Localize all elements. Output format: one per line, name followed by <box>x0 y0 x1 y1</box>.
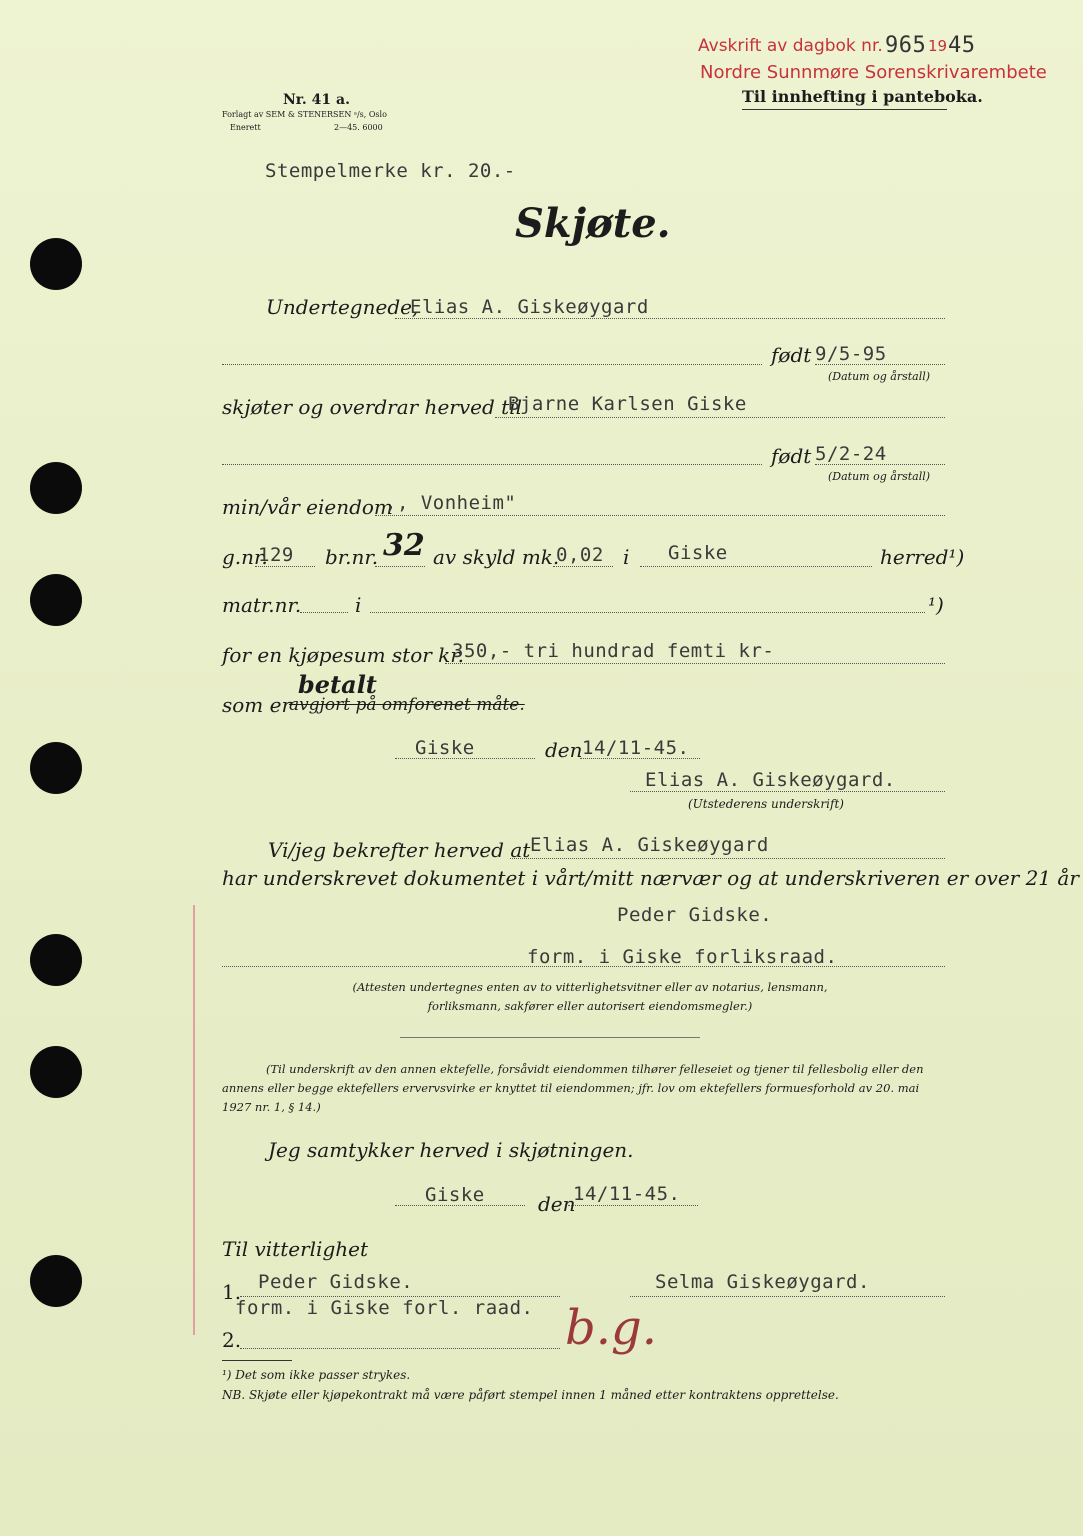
skyld-label: av skyld mk. <box>433 545 560 569</box>
herred-value: Giske <box>668 542 728 564</box>
document-title: Skjøte. <box>515 200 671 247</box>
buyer-born-date: 5/2-24 <box>815 443 887 465</box>
den-2: den <box>538 1192 576 1216</box>
den-1: den <box>545 738 583 762</box>
punch-hole <box>30 1046 82 1098</box>
vitterlighet-label: Til vitterlighet <box>222 1237 369 1261</box>
stamp-year: 45 <box>948 33 976 58</box>
seller-name: Elias A. Giskeøygard <box>410 296 649 318</box>
stamp-line-2: Nordre Sunnmøre Sorenskrivarembete <box>700 62 1047 83</box>
handwritten-initials: b.g. <box>565 1300 657 1356</box>
consent-text: Jeg samtykker herved i skjøtningen. <box>268 1138 634 1162</box>
witness-1-name: Peder Gidske. <box>258 1271 414 1293</box>
property-name: ,, Vonheim" <box>385 492 517 514</box>
witness-number-1: 1. <box>222 1280 242 1304</box>
attest-witness-title: form. i Giske forliksraad. <box>527 946 838 968</box>
publisher-enerett: Enerett <box>230 123 261 132</box>
punch-hole <box>30 462 82 514</box>
buyer-name: Bjarne Karlsen Giske <box>508 393 747 415</box>
seller-label: Undertegnede, <box>266 295 419 319</box>
skyld-i: i <box>623 545 630 569</box>
price-amount: 350,- tri hundrad femti kr- <box>452 640 775 662</box>
seller-born-label: født <box>771 343 812 367</box>
stamp-duty: Stempelmerke kr. 20.- <box>265 160 516 182</box>
attest-note: (Attesten undertegnes enten av to vitterlighetsvitner eller av notarius, lensmann, forliksmann, sakfører eller autorisert eiendomsmegler.) <box>352 980 828 1013</box>
punch-hole <box>30 742 82 794</box>
matr-i: i <box>355 593 362 617</box>
print-code: 2—45. 6000 <box>334 123 383 132</box>
herred-label: herred¹) <box>880 545 965 569</box>
place-2: Giske <box>425 1184 485 1206</box>
bnr-label: br.nr. <box>325 545 379 569</box>
buyer-label: skjøter og overdrar herved til <box>222 395 522 419</box>
skyld-value: 0,02 <box>556 544 604 566</box>
witness-number-2: 2. <box>222 1328 242 1352</box>
punch-hole <box>30 1255 82 1307</box>
spouse-note: (Til underskrift av den annen ektefelle, forsåvidt eiendommen tilhører felleseiet og tjener til fellesbolig eller den annens eller begge ektefellers ervervsvirke er knyttet til eiendommen; jfr. lov om ektefellers formuesforhold av 20. mai 1927 nr. 1, § 14.) <box>222 1062 924 1114</box>
witness-1-title: form. i Giske forl. raad. <box>235 1297 534 1319</box>
property-label: min/vår eiendom <box>222 495 393 519</box>
attest-label: Vi/jeg bekrefter herved at <box>268 838 531 862</box>
punch-hole <box>30 574 82 626</box>
matr-label: matr.nr. <box>222 593 302 617</box>
attest-name: Elias A. Giskeøygard <box>530 834 769 856</box>
paid-struck-text: avgjort på omforenet måte. <box>289 695 525 715</box>
seller-born-date: 9/5-95 <box>815 343 887 365</box>
buyer-born-hint: (Datum og årstall) <box>828 470 931 483</box>
form-number: Nr. 41 a. <box>283 92 350 108</box>
attest-witness: Peder Gidske. <box>617 904 773 926</box>
bnr-value: 32 <box>383 528 425 563</box>
gnr-label: g.nr. <box>222 545 268 569</box>
date-1: 14/11-45. <box>582 737 690 759</box>
attest-line-2: har underskrevet dokumentet i vårt/mitt nærvær og at underskriveren er over 21 år <box>222 866 1079 890</box>
price-label: for en kjøpesum stor kr. <box>222 643 465 667</box>
stamp-number: 965 <box>885 33 927 58</box>
paid-handwritten: betalt <box>298 670 377 699</box>
spouse-signature: Selma Giskeøygard. <box>655 1271 870 1293</box>
buyer-born-label: født <box>771 444 812 468</box>
stamp-line-3: Til innhefting i panteboka. <box>742 87 983 106</box>
punch-hole <box>30 238 82 290</box>
matr-footnote: ¹) <box>928 593 944 617</box>
paid-label: som er <box>222 693 292 717</box>
issuer-signature-label: (Utstederens underskrift) <box>688 797 844 811</box>
publisher-line: Forlagt av SEM & STENERSEN ᵃ/s, Oslo <box>222 110 387 119</box>
footnote-1: ¹) Det som ikke passer strykes. <box>222 1368 411 1382</box>
stamp-year-prefix: 19 <box>928 37 948 55</box>
place-1: Giske <box>415 737 475 759</box>
margin-line <box>193 905 195 1335</box>
footnote-2: NB. Skjøte eller kjøpekontrakt må være påført stempel innen 1 måned etter kontraktens opprettelse. <box>222 1388 839 1402</box>
punch-hole <box>30 934 82 986</box>
gnr-value: 129 <box>258 544 294 566</box>
date-2: 14/11-45. <box>573 1183 681 1205</box>
stamp-line-1: Avskrift av dagbok nr. <box>698 36 883 56</box>
seller-born-hint: (Datum og årstall) <box>828 370 931 383</box>
issuer-signature: Elias A. Giskeøygard. <box>645 769 896 791</box>
